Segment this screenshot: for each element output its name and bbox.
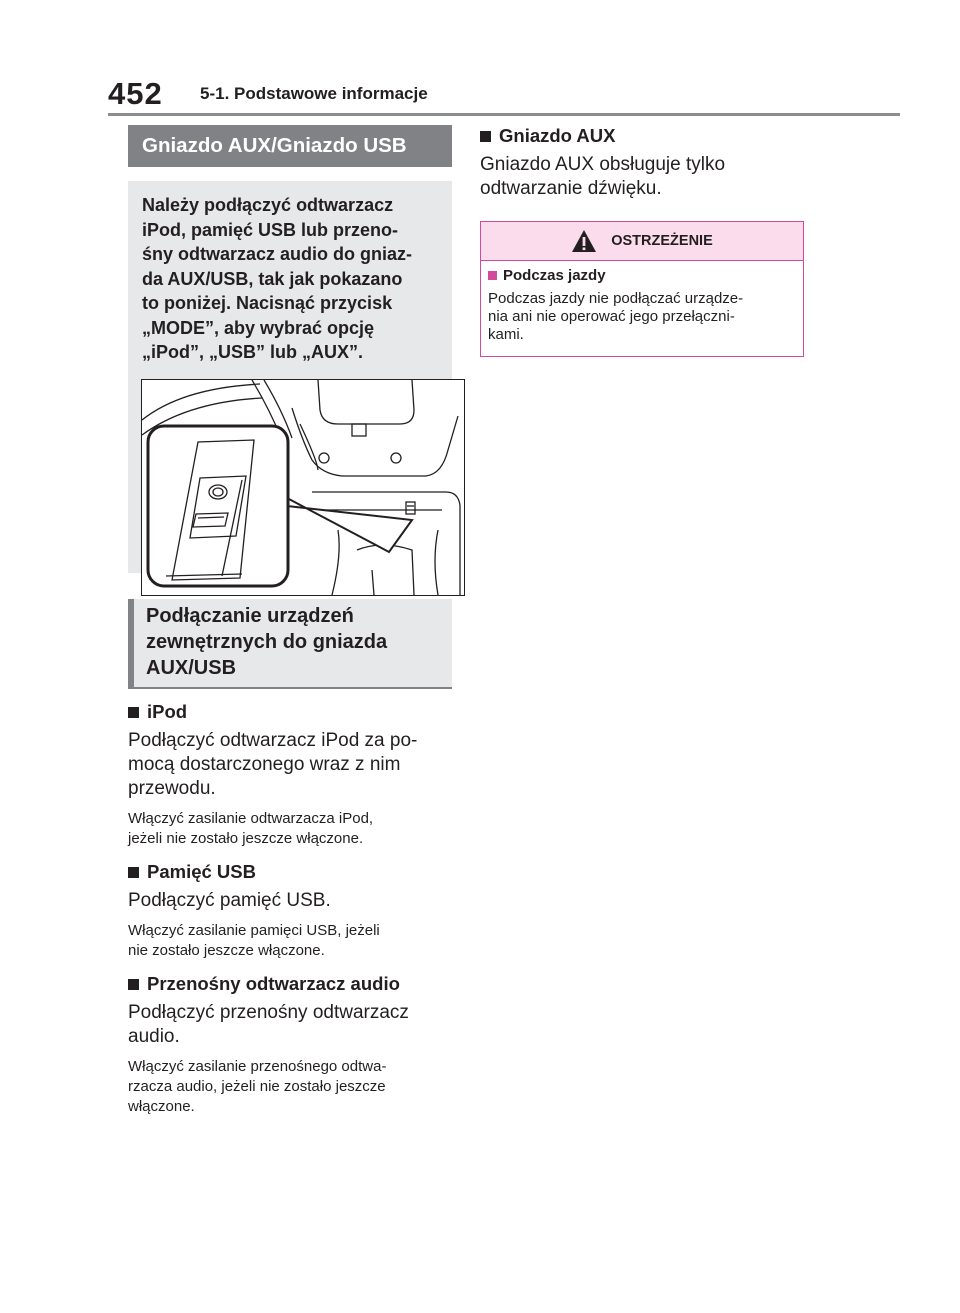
intro-box [128, 181, 452, 573]
body-line: Podłączyć przenośny odtwarzacz [128, 1002, 409, 1023]
section-ipod [128, 701, 452, 849]
section-heading: iPod [147, 701, 188, 722]
body-line: Gniazdo AUX obsługuje tylko [480, 154, 726, 175]
subheading-line: Podłączanie urządzeń [146, 605, 354, 627]
intro-line: to poniżej. Nacisnąć przycisk [142, 293, 393, 313]
subheading-box [128, 599, 452, 689]
page-header [108, 76, 900, 116]
warning-box [480, 221, 804, 357]
section-usb-memory [128, 861, 452, 961]
section-portable-player [128, 973, 452, 1117]
right-column [480, 125, 804, 357]
body-line: mocą dostarczonego wraz z nim [128, 754, 401, 775]
warning-title: OSTRZEŻENIE [611, 233, 713, 249]
intro-line: iPod, pamięć USB lub przeno- [142, 219, 399, 240]
section-heading: Przenośny odtwarzacz audio [147, 973, 400, 994]
warning-line: kami. [488, 326, 524, 343]
intro-line: da AUX/USB, tak jak pokazano [142, 268, 403, 289]
intro-line: „iPod”, „USB” lub „AUX”. [142, 342, 364, 362]
subheading-line: AUX/USB [146, 657, 237, 679]
intro-line: „MODE”, aby wybrać opcję [142, 317, 375, 338]
body-line: Podłączyć odtwarzacz iPod za po- [128, 730, 418, 751]
topic-banner: Gniazdo AUX/Gniazdo USB [128, 125, 452, 167]
bullet-square-icon [480, 131, 491, 142]
warning-line: nia ani nie operować jego przełączni- [488, 308, 735, 325]
section-heading: Gniazdo AUX [499, 125, 616, 146]
bullet-square-icon [128, 979, 139, 990]
warning-subheading: Podczas jazdy [503, 267, 606, 284]
section-heading: Pamięć USB [147, 861, 256, 882]
note-line: jeżeli nie zostało jeszcze włączone. [128, 830, 364, 847]
warning-triangle-icon [571, 229, 597, 253]
bullet-square-icon [128, 867, 139, 878]
note-line: Włączyć zasilanie pamięci USB, jeżeli [128, 922, 380, 939]
section-title: 5-1. Podstawowe informacje [200, 84, 428, 103]
warning-line: Podczas jazdy nie podłączać urządze- [488, 290, 744, 307]
note-line: rzacza audio, jeżeli nie zostało jeszcze [128, 1078, 386, 1095]
note-line: nie zostało jeszcze włączone. [128, 942, 325, 959]
left-column [128, 125, 452, 1117]
intro-line: Należy podłączyć odtwarzacz [142, 195, 394, 215]
note-line: Włączyć zasilanie przenośnego odtwa- [128, 1058, 387, 1075]
page-number: 452 [108, 76, 163, 111]
note-line: włączone. [128, 1098, 195, 1115]
body-line: przewodu. [128, 778, 216, 799]
bullet-square-icon [488, 271, 497, 280]
body-line: audio. [128, 1026, 180, 1047]
bullet-square-icon [128, 707, 139, 718]
subheading-line: zewnętrznych do gniazda [146, 631, 388, 653]
header-rule [108, 113, 900, 116]
intro-line: śny odtwarzacz audio do gniaz- [142, 244, 413, 264]
note-line: Włączyć zasilanie odtwarzacza iPod, [128, 810, 374, 827]
dashboard-illustration [141, 379, 465, 596]
body-line: Podłączyć pamięć USB. [128, 890, 331, 911]
body-line: odtwarzanie dźwięku. [480, 178, 662, 199]
